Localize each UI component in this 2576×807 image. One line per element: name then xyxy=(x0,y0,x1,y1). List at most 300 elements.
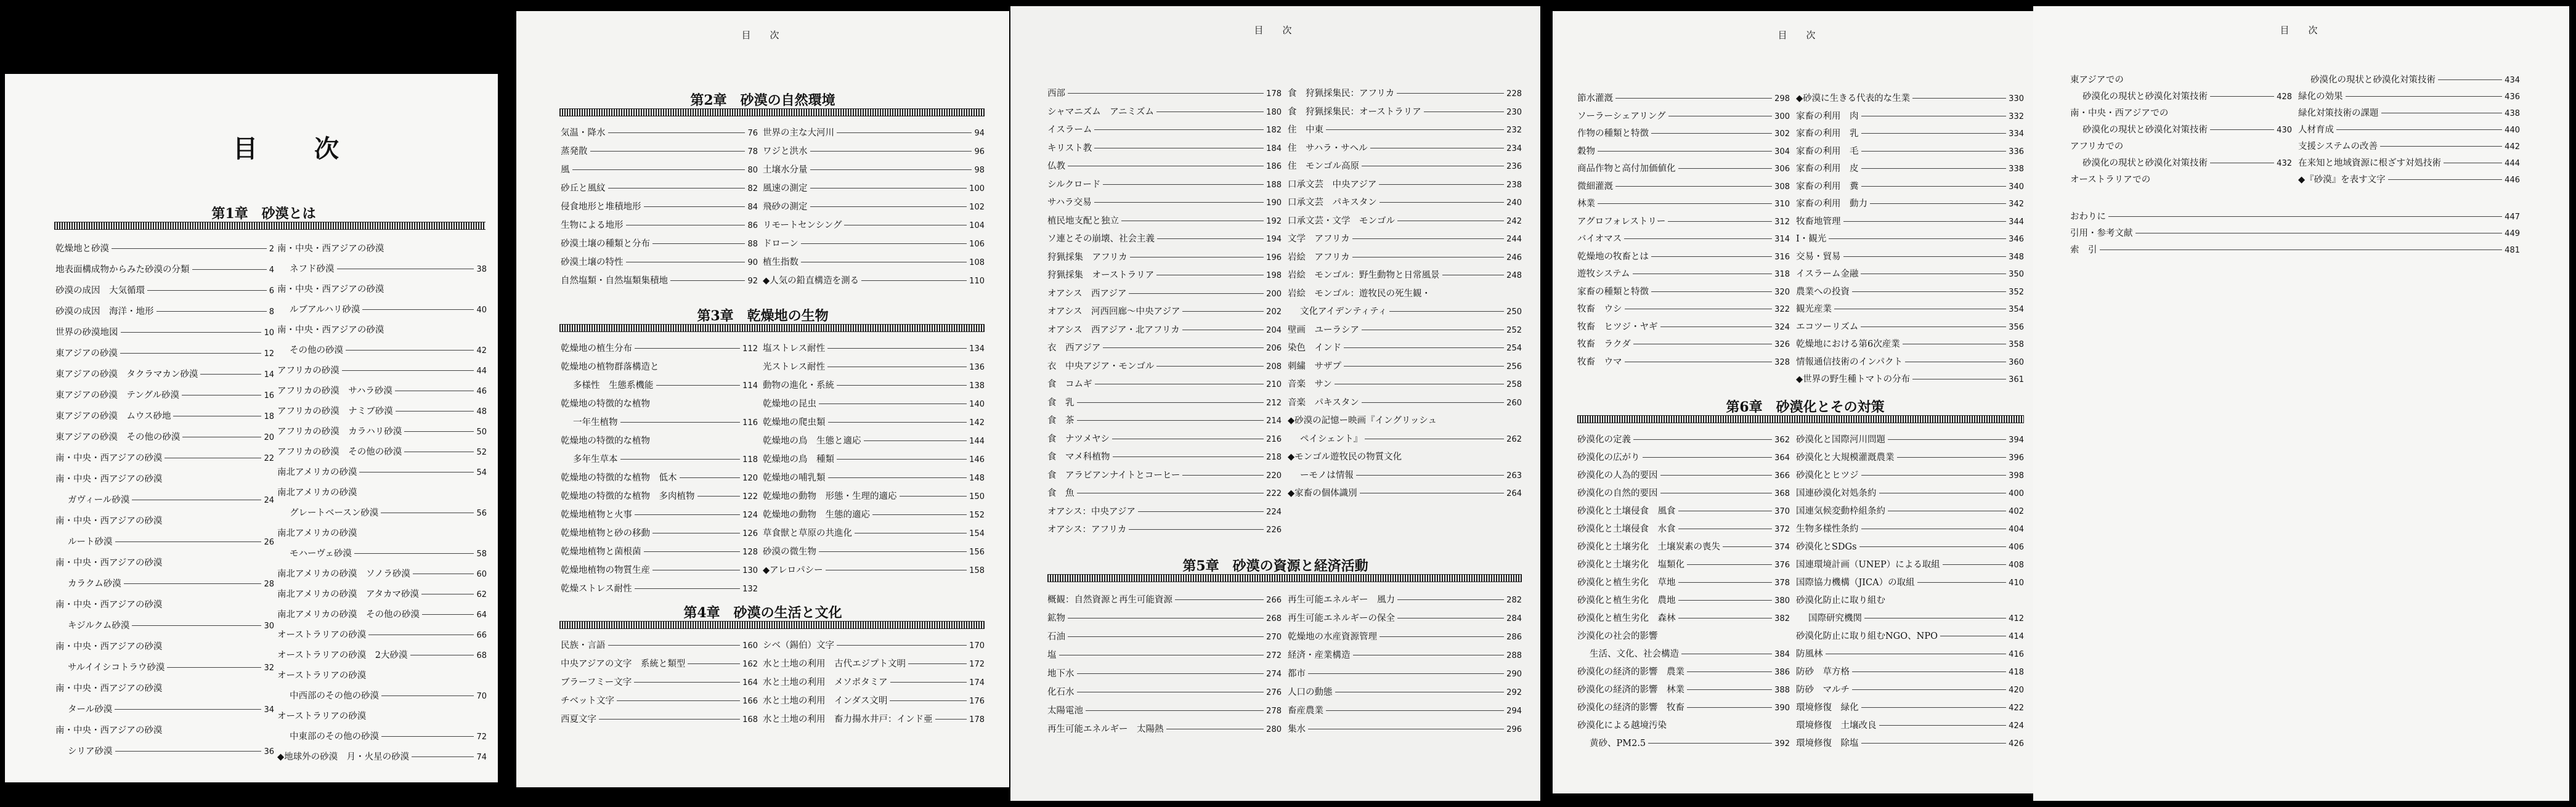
toc-entry-page: 316 xyxy=(1774,252,1790,262)
toc-entry-title: 牧畜 ラクダ xyxy=(1577,339,1631,349)
toc-entry xyxy=(2070,209,2520,226)
toc-entry xyxy=(55,681,274,702)
leader-line xyxy=(1624,238,1772,239)
toc-entry-page: 144 xyxy=(969,437,985,446)
leader-line xyxy=(1917,582,2007,583)
toc-entry-page: 96 xyxy=(974,147,985,156)
ch6-col-b xyxy=(1796,432,2024,754)
toc-entry-page: 2 xyxy=(269,245,274,254)
toc-entry-title: ソ連とその崩壊、社会主義 xyxy=(1047,234,1155,244)
toc-entry-title: 水と土地の利用 畜力揚水井戸：インド亜 xyxy=(763,715,933,724)
toc-entry-title: 砂漠化の経済的影響 農業 xyxy=(1577,667,1684,677)
toc-entry-title: ブラーフミー文字 xyxy=(561,678,632,687)
toc-entry-title: 蒸発散 xyxy=(561,147,588,156)
toc-entry-page: 188 xyxy=(1266,180,1282,190)
toc-entry-page: 184 xyxy=(1266,144,1282,153)
toc-entry-page: 236 xyxy=(1506,162,1522,171)
leader-line xyxy=(2210,129,2274,130)
toc-entry-title: 砂漠化と土壌侵食 水食 xyxy=(1577,524,1676,534)
toc-entry xyxy=(1577,337,1790,355)
toc-entry-title: 生物による地形 xyxy=(561,221,624,230)
toc-entry-page: 436 xyxy=(2505,92,2520,102)
toc-entry-page: 198 xyxy=(1266,271,1282,280)
toc-entry-title: 南・中央・西アジアの砂漠 xyxy=(55,558,163,568)
leader-line xyxy=(1723,546,1772,547)
chapter-3-title: 第3章 乾燥地の生物 xyxy=(697,308,829,324)
toc-entry-title: 乾燥地の昆虫 xyxy=(763,399,816,409)
toc-entry-page: 8 xyxy=(269,307,274,317)
toc-page-4 xyxy=(1553,11,2046,793)
toc-entry-page: 262 xyxy=(1506,434,1522,444)
toc-entry xyxy=(561,255,758,274)
running-header: 目 次 xyxy=(1778,30,1821,41)
toc-entry xyxy=(763,434,985,452)
toc-entry-page: 400 xyxy=(2009,489,2024,498)
toc-entry xyxy=(1047,505,1282,523)
ch6-col-a xyxy=(1577,432,1790,754)
leader-line xyxy=(1861,743,2007,744)
toc-entry xyxy=(1577,647,1790,665)
leader-line xyxy=(1651,291,1772,292)
toc-entry-title: 乾燥地の特徴的な植物 xyxy=(561,399,650,409)
toc-entry xyxy=(1577,179,1790,197)
toc-entry xyxy=(1288,250,1522,269)
leader-line xyxy=(608,132,746,133)
toc-entry xyxy=(2298,156,2520,172)
leader-line xyxy=(1103,347,1264,348)
toc-entry-title: サハラ交易 xyxy=(1047,198,1092,208)
leader-line xyxy=(1633,439,1772,440)
toc-entry xyxy=(277,750,487,770)
leader-line xyxy=(828,477,967,478)
toc-entry-page: 168 xyxy=(742,715,758,724)
toc-entry-title: 植民地支配と独立 xyxy=(1047,216,1119,226)
toc-entry-page: 160 xyxy=(742,641,758,651)
toc-entry xyxy=(2070,73,2292,89)
toc-entry-title: 風 xyxy=(561,165,570,175)
p4-col-b xyxy=(1796,91,2024,390)
toc-entry xyxy=(763,471,985,489)
toc-entry-title: 衣 中央アジア・モンゴル xyxy=(1047,361,1155,371)
toc-entry-title: 南・中央・西アジアの砂漠 xyxy=(55,600,163,610)
toc-entry xyxy=(561,545,758,563)
toc-entry-title: 情報通信技術のインパクト xyxy=(1796,357,1903,367)
toc-entry-title: 南北アメリカの砂漠 ソノラ砂漠 xyxy=(277,569,410,579)
ch5-col-b xyxy=(1288,593,1522,740)
toc-entry-title: 家畜の利用 動力 xyxy=(1796,199,1867,209)
toc-entry-title: 世界の砂漠地図 xyxy=(55,328,118,338)
toc-entry-title: 砂漠化の現状と砂漠化対策技術 xyxy=(2310,75,2436,85)
leader-line xyxy=(1861,133,2007,134)
leader-line xyxy=(1829,238,2006,239)
leader-line xyxy=(635,514,740,515)
toc-entry xyxy=(1796,540,2024,558)
toc-entry xyxy=(1288,323,1522,341)
toc-entry-page: 428 xyxy=(2277,92,2292,102)
leader-line xyxy=(1138,511,1264,512)
toc-entry xyxy=(2298,89,2520,106)
toc-entry-title: 環境修復 除塩 xyxy=(1796,739,1859,748)
toc-entry-page: 258 xyxy=(1506,380,1522,389)
toc-entry-title: 侵食地形と堆積地形 xyxy=(561,202,641,212)
toc-entry-page: 412 xyxy=(2009,614,2024,623)
toc-entry xyxy=(1577,302,1790,320)
toc-entry-title: 食 魚 xyxy=(1047,489,1075,498)
toc-entry-page: 76 xyxy=(747,129,758,138)
leader-line xyxy=(121,332,262,333)
toc-entry-page: 338 xyxy=(2009,164,2024,174)
toc-entry xyxy=(1796,126,2024,144)
toc-entry xyxy=(1047,593,1282,611)
toc-entry-page: 410 xyxy=(2009,578,2024,588)
leader-line xyxy=(156,311,267,312)
toc-entry xyxy=(2070,156,2292,172)
toc-entry xyxy=(277,282,487,302)
toc-entry xyxy=(1796,109,2024,127)
toc-entry-title: 民族・言語 xyxy=(561,641,606,651)
toc-entry-page: 194 xyxy=(1266,235,1282,244)
toc-entry-title: アフリカの砂漠 ナミブ砂漠 xyxy=(277,407,393,416)
toc-entry-title: 商品作物と高付加価値化 xyxy=(1577,164,1676,174)
toc-entry-title: バイオマス xyxy=(1577,234,1622,244)
toc-entry xyxy=(1796,179,2024,197)
leader-line xyxy=(1861,475,2007,476)
toc-entry xyxy=(1796,450,2024,468)
toc-entry xyxy=(55,409,274,430)
toc-entry xyxy=(1288,704,1522,722)
toc-entry-page: 126 xyxy=(742,529,758,538)
toc-entry xyxy=(277,587,487,607)
toc-entry-page: 414 xyxy=(2009,632,2024,641)
toc-entry-page: 92 xyxy=(747,277,758,286)
leader-line xyxy=(1086,710,1264,711)
toc-entry xyxy=(561,471,758,489)
toc-entry xyxy=(1288,177,1522,196)
toc-entry xyxy=(763,638,985,657)
toc-entry-page: 294 xyxy=(1506,707,1522,716)
toc-entry xyxy=(2070,139,2292,156)
toc-entry-page: 358 xyxy=(2009,340,2024,349)
toc-entry xyxy=(763,163,985,181)
toc-entry-title: 自然塩類・自然塩類集積地 xyxy=(561,276,668,286)
toc-entry xyxy=(561,200,758,218)
toc-entry-title: 緑化対策技術の課題 xyxy=(2298,108,2379,118)
toc-entry-page: 208 xyxy=(1266,362,1282,371)
toc-entry xyxy=(277,729,487,750)
toc-entry-title: 南・中央・西アジアの砂漠 xyxy=(277,285,384,294)
toc-entry xyxy=(1796,144,2024,162)
toc-entry-page: 140 xyxy=(969,400,985,409)
p5-end-matter xyxy=(2070,209,2520,259)
leader-line xyxy=(1660,326,1773,327)
toc-entry-title: 文化アイデンティティ xyxy=(1300,307,1388,317)
toc-entry xyxy=(1288,593,1522,611)
leader-line xyxy=(1598,203,1772,204)
toc-entry xyxy=(1796,161,2024,179)
toc-entry xyxy=(1047,86,1282,105)
leader-line xyxy=(1352,238,1504,239)
toc-entry xyxy=(561,657,758,675)
toc-entry-title: 概観：自然資源と再生可能資源 xyxy=(1047,595,1172,605)
leader-line xyxy=(1077,402,1264,403)
toc-entry xyxy=(1047,286,1282,305)
leader-line xyxy=(688,663,740,664)
ch3-col-a xyxy=(561,341,758,600)
toc-page-1 xyxy=(5,74,498,782)
leader-line xyxy=(1879,725,2007,726)
toc-entry-page: 432 xyxy=(2277,159,2292,168)
toc-entry xyxy=(763,508,985,526)
toc-entry-page: 302 xyxy=(1774,129,1790,139)
chapter-rule xyxy=(54,222,486,230)
toc-entry-title: おわりに xyxy=(2070,212,2106,222)
toc-entry-page: 310 xyxy=(1774,200,1790,209)
toc-entry xyxy=(55,577,274,598)
toc-entry xyxy=(2298,139,2520,156)
toc-entry-title: 東アジアの砂漠 タクラマカン砂漠 xyxy=(55,370,198,379)
toc-entry-title: 乾燥地の動物 生態的適応 xyxy=(763,510,870,520)
chapter-1-title: 第1章 砂漠とは xyxy=(211,206,316,222)
toc-entry-title: カラクム砂漠 xyxy=(68,579,121,589)
toc-entry-title: 国連気候変動枠組条約 xyxy=(1796,506,1885,516)
chapter-4-title: 第4章 砂漠の生活と文化 xyxy=(683,605,842,621)
leader-line xyxy=(1362,402,1504,403)
toc-entry xyxy=(1796,432,2024,450)
toc-entry-page: 444 xyxy=(2505,159,2520,168)
toc-entry-title: 砂漠土壌の種類と分布 xyxy=(561,239,650,249)
toc-entry-title: キジルクム砂漠 xyxy=(68,621,130,631)
toc-entry-title: オーストラリアの砂漠 2大砂漠 xyxy=(277,651,408,660)
toc-entry xyxy=(55,556,274,577)
toc-entry-title: 植生指数 xyxy=(763,258,798,267)
toc-entry xyxy=(561,582,758,600)
toc-entry-title: 狩猟採集 アフリカ xyxy=(1047,252,1128,262)
toc-entry xyxy=(1047,250,1282,269)
toc-entry-page: 80 xyxy=(747,166,758,175)
toc-entry xyxy=(1047,648,1282,667)
toc-entry-title: ルブアルハリ砂漠 xyxy=(290,305,360,315)
toc-entry-page: 212 xyxy=(1266,398,1282,408)
toc-entry xyxy=(561,563,758,582)
chapter-2-title: 第2章 砂漠の自然環境 xyxy=(690,92,835,108)
leader-line xyxy=(861,280,967,281)
toc-entry-page: 118 xyxy=(742,455,758,464)
toc-entry-page: 282 xyxy=(1506,596,1522,605)
toc-entry xyxy=(277,384,487,404)
toc-entry-title: ◆アレロパシー xyxy=(763,566,823,575)
toc-entry-page: 324 xyxy=(1774,322,1790,332)
leader-line xyxy=(1077,420,1264,421)
toc-entry-title: 音楽 パキスタン xyxy=(1288,397,1359,408)
leader-line xyxy=(1157,238,1264,239)
toc-entry-page: 288 xyxy=(1506,651,1522,660)
toc-entry-title: 多年生草本 xyxy=(573,455,618,464)
toc-entry xyxy=(561,378,758,397)
toc-entry-page: 340 xyxy=(2009,182,2024,192)
toc-entry-page: 300 xyxy=(1774,112,1790,121)
toc-entry xyxy=(1796,91,2024,109)
toc-entry-page: 64 xyxy=(476,610,487,620)
toc-entry xyxy=(1047,159,1282,177)
toc-entry-page: 352 xyxy=(2009,287,2024,297)
toc-entry xyxy=(1047,177,1282,196)
toc-entry-page: 40 xyxy=(476,306,487,315)
toc-entry-title: 地下水 xyxy=(1047,669,1075,679)
leader-line xyxy=(1859,546,2007,547)
toc-entry xyxy=(277,302,487,323)
toc-entry xyxy=(277,668,487,689)
toc-entry xyxy=(1288,377,1522,395)
toc-entry xyxy=(1577,575,1790,593)
leader-line xyxy=(1094,202,1264,203)
toc-entry xyxy=(763,563,985,582)
toc-entry xyxy=(763,657,985,675)
toc-entry-page: 368 xyxy=(1774,489,1790,498)
toc-entry-title: 黄砂、PM2.5 xyxy=(1590,739,1646,748)
toc-entry xyxy=(1796,665,2024,683)
toc-entry-page: 20 xyxy=(264,433,274,442)
toc-entry-page: 106 xyxy=(969,240,985,249)
toc-entry-page: 146 xyxy=(969,455,985,464)
leader-line xyxy=(634,682,740,683)
leader-line xyxy=(819,551,967,552)
leader-line xyxy=(1861,168,2007,169)
toc-entry xyxy=(1047,667,1282,685)
toc-entry-page: 42 xyxy=(476,346,487,355)
toc-entry xyxy=(763,378,985,397)
toc-entry-title: 食 コムギ xyxy=(1047,379,1092,389)
toc-entry-page: 132 xyxy=(742,585,758,594)
leader-line xyxy=(1103,184,1264,185)
toc-entry-title: 砂漠化と植生劣化 草地 xyxy=(1577,578,1676,588)
toc-entry-page: 94 xyxy=(974,129,985,138)
toc-entry-title: 牧畜 ヒツジ・ヤギ xyxy=(1577,322,1658,332)
leader-line xyxy=(837,385,967,386)
toc-entry xyxy=(561,126,758,144)
toc-entry-title: 乾燥地と砂漠 xyxy=(55,244,109,254)
toc-entry xyxy=(1288,141,1522,160)
leader-line xyxy=(1861,151,2007,152)
toc-entry-page: 420 xyxy=(2009,686,2024,695)
toc-entry-title: モハーヴェ砂漠 xyxy=(290,549,352,559)
toc-entry-page: 124 xyxy=(742,511,758,520)
toc-entry xyxy=(763,545,985,563)
toc-entry-title: 生物多様性条約 xyxy=(1796,524,1859,534)
toc-entry-page: 254 xyxy=(1506,344,1522,353)
toc-entry xyxy=(1047,214,1282,232)
toc-entry-page: 142 xyxy=(969,418,985,428)
toc-entry-page: 370 xyxy=(1774,507,1790,516)
leader-line xyxy=(422,614,474,615)
toc-entry xyxy=(1288,685,1522,704)
ch4-col-a xyxy=(561,638,758,731)
toc-entry-page: 78 xyxy=(747,147,758,156)
toc-entry xyxy=(1288,630,1522,648)
toc-entry-title: 砂漠化と植生劣化 森林 xyxy=(1577,614,1676,623)
toc-entry-page: 268 xyxy=(1266,614,1282,623)
leader-line xyxy=(1888,439,2006,440)
toc-entry-page: 298 xyxy=(1774,94,1790,103)
toc-entry-title: 乾燥地植物と菌根菌 xyxy=(561,547,641,557)
p4-col-a xyxy=(1577,91,1790,372)
toc-entry-page: 112 xyxy=(742,344,758,354)
toc-entry-page: 440 xyxy=(2505,126,2520,135)
leader-line xyxy=(1308,673,1504,674)
toc-entry xyxy=(1047,486,1282,505)
leader-line xyxy=(1897,457,2007,458)
ch1-col-b xyxy=(277,241,487,770)
toc-entry-page: 326 xyxy=(1774,340,1790,349)
toc-entry-title: 作物の種類と特徴 xyxy=(1577,129,1649,139)
toc-entry xyxy=(55,346,274,367)
toc-entry xyxy=(277,363,487,384)
leader-line xyxy=(1113,456,1264,457)
toc-entry-page: 256 xyxy=(1506,362,1522,371)
toc-entry-page: 248 xyxy=(1506,271,1522,280)
toc-entry-page: 108 xyxy=(969,258,985,267)
toc-entry-title: 乾燥地における第6次産業 xyxy=(1796,339,1900,349)
leader-line xyxy=(1651,256,1772,257)
toc-entry xyxy=(1288,468,1522,487)
toc-entry-title: 南北アメリカの砂漠 xyxy=(277,529,357,538)
toc-entry xyxy=(561,360,758,378)
toc-entry-title: その他の砂漠 xyxy=(290,346,343,355)
toc-entry-page: 98 xyxy=(974,166,985,175)
toc-entry-page: 178 xyxy=(1266,89,1282,99)
toc-entry xyxy=(1577,629,1790,647)
toc-entry-page: 232 xyxy=(1506,126,1522,135)
toc-entry xyxy=(763,452,985,471)
toc-entry-page: 178 xyxy=(969,715,985,724)
toc-entry-page: 26 xyxy=(264,538,274,547)
toc-entry-page: 48 xyxy=(476,407,487,416)
toc-entry-page: 204 xyxy=(1266,325,1282,335)
toc-entry xyxy=(1047,522,1282,541)
toc-entry-title: 食 狩猟採集民：オーストラリア xyxy=(1288,107,1421,117)
toc-entry-page: 122 xyxy=(742,492,758,501)
leader-line xyxy=(644,206,746,207)
leader-line xyxy=(404,431,474,432)
toc-entry-title: シルクロード xyxy=(1047,179,1101,190)
leader-line xyxy=(810,188,967,189)
toc-entry-title: オーストラリアの砂漠 xyxy=(277,671,367,681)
toc-entry-page: 66 xyxy=(476,631,487,640)
toc-entry-title: 世界の主な大河川 xyxy=(763,128,834,138)
toc-entry-title: 鉱物 xyxy=(1047,614,1065,623)
toc-entry xyxy=(561,638,758,657)
toc-entry-page: 234 xyxy=(1506,144,1522,153)
toc-entry-title: 穀物 xyxy=(1577,146,1595,156)
toc-entry xyxy=(1288,667,1522,685)
toc-entry-title: 塩 xyxy=(1047,651,1057,660)
leader-line xyxy=(1861,707,2007,708)
toc-entry-title: 節水灌漑 xyxy=(1577,94,1613,103)
toc-entry-page: 398 xyxy=(2009,471,2024,481)
toc-entry xyxy=(1577,736,1790,754)
toc-entry-title: 家畜の利用 乳 xyxy=(1796,129,1859,139)
toc-entry-page: 38 xyxy=(476,265,487,274)
toc-entry-title: アフリカの砂漠 その他の砂漠 xyxy=(277,447,402,457)
toc-entry-page: 408 xyxy=(2009,561,2024,570)
toc-entry-title: 水と土地の利用 インダス文明 xyxy=(763,696,888,706)
toc-page-5 xyxy=(2033,6,2569,801)
toc-entry xyxy=(1577,91,1790,109)
toc-entry xyxy=(2070,172,2292,189)
toc-entry xyxy=(1047,304,1282,323)
toc-entry xyxy=(1796,683,2024,700)
leader-line xyxy=(1068,93,1264,94)
toc-entry-title: ◆砂漠の記憶ー映画『イングリッシュ xyxy=(1288,416,1437,426)
